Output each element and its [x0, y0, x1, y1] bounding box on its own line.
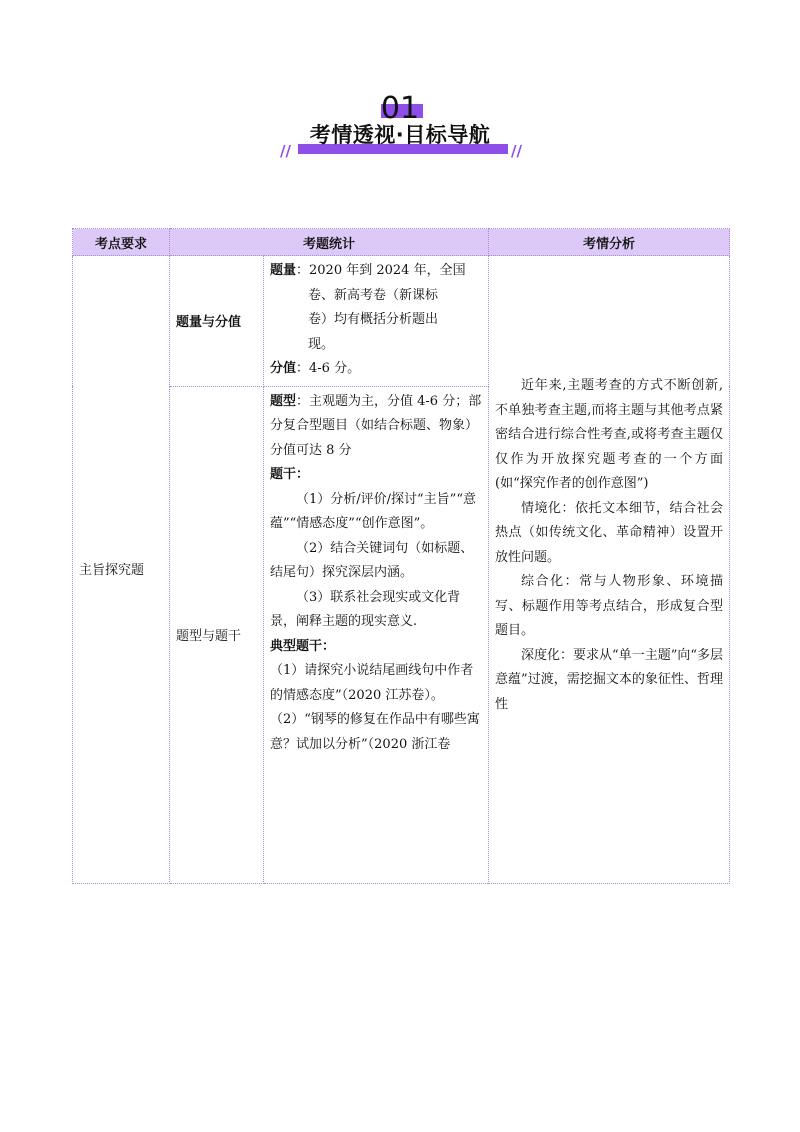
analysis-p2: 情境化：依托文本细节，结合社会热点（如传统文化、革命精神）设置开放性问题。	[495, 500, 724, 565]
section-number: 01	[380, 91, 420, 126]
deco-slash-left: //	[280, 142, 291, 160]
exam-analysis-table	[72, 228, 730, 884]
header-row	[73, 229, 730, 256]
type-content-cell	[264, 386, 489, 883]
typical-stem-label: 典型题干：	[270, 638, 336, 654]
analysis-cell	[489, 256, 730, 884]
quantity-score-label: 题量与分值	[176, 314, 242, 330]
stem-item-3: （3）联系社会现实或文化背景，阐释主题的现实意义.	[270, 589, 461, 629]
topic-cell	[73, 256, 170, 884]
deco-slash-right: //	[511, 142, 522, 160]
stem-label: 题干：	[270, 467, 310, 482]
row-quantity	[73, 256, 730, 387]
header-statistics: 考题统计	[170, 229, 489, 256]
type-paragraph	[270, 390, 482, 464]
analysis-p1: 近年来,主题考查的方式不断创新,不单独考查主题,而将主题与其他考点紧密结合进行综合性考查,或将考查主题仅仅作为开放探究题考查的一个方面(如“探究作者的创作意图”)	[495, 378, 724, 491]
score-text: ：4-6 分。	[296, 361, 361, 376]
score-label: 分值	[270, 361, 297, 376]
quantity-label-cell	[170, 256, 264, 387]
type-label: 题型	[270, 393, 297, 409]
quantity-line-4: 现。	[308, 336, 335, 352]
type-stem-label: 题型与题干	[176, 628, 242, 644]
section-title: 考情透视·目标导航	[309, 123, 491, 147]
header-requirement: 考点要求	[73, 229, 170, 256]
stem-item-2: （2）结合关键词句（如标题、结尾句）探究深层内涵。	[270, 540, 474, 580]
analysis-p3: 综合化：常与人物形象、环境描写、标题作用等考点结合，形成复合型题目。	[495, 574, 724, 638]
type-label-cell	[170, 386, 264, 883]
stem-item-1: （1）分析/评价/探讨“主旨”“意蕴”“情感态度”“创作意图”。	[270, 491, 476, 531]
quantity-line-2: 卷、新高考卷（新课标	[308, 287, 439, 303]
quantity-content-cell	[264, 256, 489, 387]
quantity-text-1: ：2020 年到 2024 年，全国	[296, 263, 466, 278]
header-analysis: 考情分析	[489, 229, 730, 256]
typical-stem-1: （1）请探究小说结尾画线句中作者的情感态度”（2020 江苏卷）。	[270, 663, 474, 703]
section-header	[0, 92, 800, 172]
topic-label: 主旨探究题	[79, 563, 145, 579]
type-text: ：主观题为主，分值 4-6 分；部分复合型题目（如结合标题、物象）分值可达 8 分	[270, 393, 482, 458]
quantity-line-1	[270, 259, 482, 284]
score-line	[270, 357, 482, 382]
analysis-p4: 深度化：要求从“单一主题”向“多层意蕴”过渡，需挖掘文本的象征性、哲理性	[495, 647, 724, 712]
quantity-label: 题量	[270, 263, 297, 278]
quantity-line-3: 卷）均有概括分析题出	[308, 312, 439, 327]
typical-stem-2: （2）“钢琴的修复在作品中有哪些寓意？试加以分析”（2020 浙江卷	[270, 712, 480, 752]
